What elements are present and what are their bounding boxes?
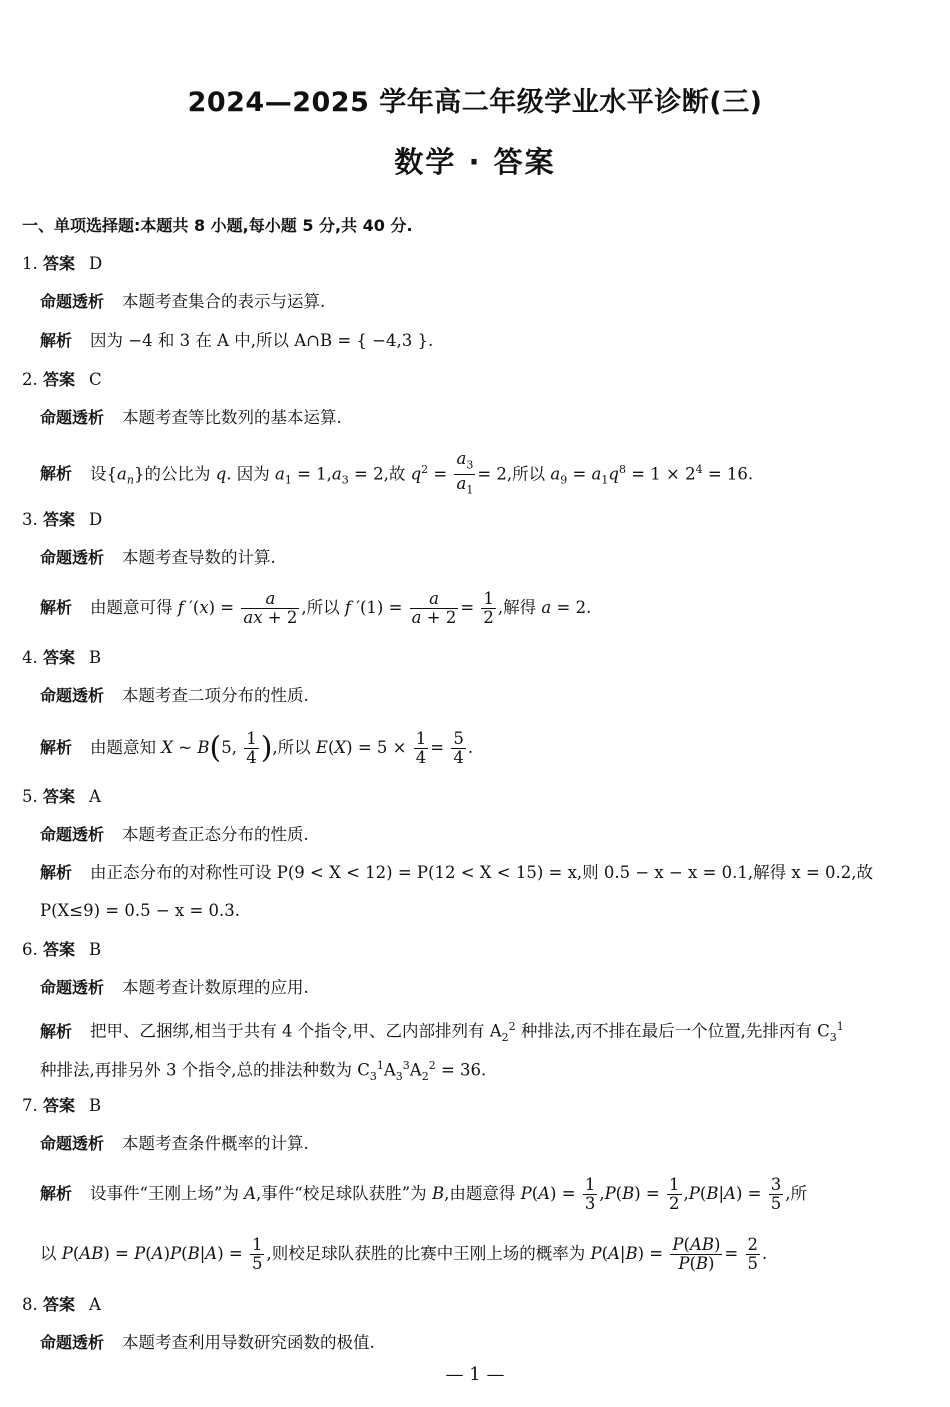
q4-analysis: 解析 由题意知 X ~ B(5, $\frac{1}{4}$ ),所以 E(X) = 5 × $\frac{1}{4}$ = $\frac{5}{4}$ . — [40, 729, 474, 767]
q8-answer-line: 8. 答案 A — [22, 1295, 101, 1314]
q6-answer-line: 6. 答案 B — [22, 940, 102, 959]
q6-intent: 命题透析 本题考查计数原理的应用. — [40, 978, 309, 997]
q7-intent: 命题透析 本题考查条件概率的计算. — [40, 1134, 309, 1153]
q5-answer-line: 5. 答案 A — [22, 787, 101, 806]
section-heading: 一、单项选择题:本题共 8 小题,每小题 5 分,共 40 分. — [22, 216, 413, 235]
q2-intent: 命题透析 本题考查等比数列的基本运算. — [40, 408, 342, 427]
q2-answer: C — [89, 370, 102, 389]
page-subtitle: 数学 · 答案 — [394, 145, 556, 179]
q1-analysis: 解析 因为 −4 和 3 在 A 中,所以 A∩B = { −4,3 }. — [40, 331, 434, 350]
q1-answer-line: 1. 答案 D — [22, 254, 103, 273]
q5-answer: A — [89, 787, 101, 806]
q8-answer: A — [89, 1295, 101, 1314]
q6-analysis: 解析 把甲、乙捆绑,相当于共有 4 个指令,甲、乙内部排列有 $A_2^2$ 种排法,丙不排在最后一个位置,先排丙有 $C_3^1$ — [40, 1020, 844, 1044]
page-number: — 1 — — [445, 1364, 505, 1385]
q5-analysis-cont: P(X≤9) = 0.5 − x = 0.3. — [40, 901, 241, 920]
q5-intent: 命题透析 本题考查正态分布的性质. — [40, 825, 309, 844]
q7-answer: B — [89, 1096, 102, 1115]
q3-intent: 命题透析 本题考查导数的计算. — [40, 548, 276, 567]
q5-analysis: 解析 由正态分布的对称性可设 P(9 < X < 12) = P(12 < X < 15) = x,则 0.5 − x − x = 0.1,解得 x = 0.2,故 — [40, 863, 874, 882]
q6-answer: B — [89, 940, 102, 959]
q6-analysis-cont: 种排法,再排另外 3 个指令,总的排法种数为 $C_3^1A_3^3A_2^2 = 36$. — [40, 1059, 487, 1083]
q4-answer-line: 4. 答案 B — [22, 648, 102, 667]
q1-intent: 命题透析 本题考查集合的表示与运算. — [40, 292, 326, 311]
page-title: 2024—2025 学年高二年级学业水平诊断(三) — [187, 87, 763, 118]
q4-answer: B — [89, 648, 102, 667]
q2-answer-line: 2. 答案 C — [22, 370, 102, 389]
q7-analysis: 解析 设事件“王刚上场”为 A,事件“校足球队获胜”为 B,由题意得 P(A) = $\frac{1}{3}$ ,P(B) = $\frac{1}{2}$ ,P(B|A) = $\frac{3}{5}$ ,所 — [40, 1175, 807, 1213]
q8-intent: 命题透析 本题考查利用导数研究函数的极值. — [40, 1333, 375, 1352]
q3-analysis: 解析 由题意可得 f ′(x) = $\frac{a}{ax + 2}$ ,所以 f ′(1) = $\frac{a}{a + 2}$ = $\frac{1}{2}$ ,解得 a = 2. — [40, 589, 592, 627]
q3-answer-line: 3. 答案 D — [22, 510, 103, 529]
q2-analysis: 解析 设$\{a_n\}$的公比为 q. 因为 $a_1 = 1,a_3 = 2$,故 $q^2$ = $\frac{a_3}{a_1}$ = 2,所以 $a_9 = a_1q^8 = 1 \times 2^4 = 16$. — [40, 449, 754, 497]
q7-answer-line: 7. 答案 B — [22, 1096, 102, 1115]
q7-analysis-cont: 以 P(AB) = P(A)P(B|A) = $\frac{1}{5}$ ,则校足球队获胜的比赛中王刚上场的概率为 P(A|B) = $\frac{P(AB)}{P(B)}$ = $\frac{2}{5}$ . — [40, 1235, 768, 1273]
q1-answer: D — [89, 254, 103, 273]
q3-answer: D — [89, 510, 103, 529]
q4-intent: 命题透析 本题考查二项分布的性质. — [40, 686, 309, 705]
